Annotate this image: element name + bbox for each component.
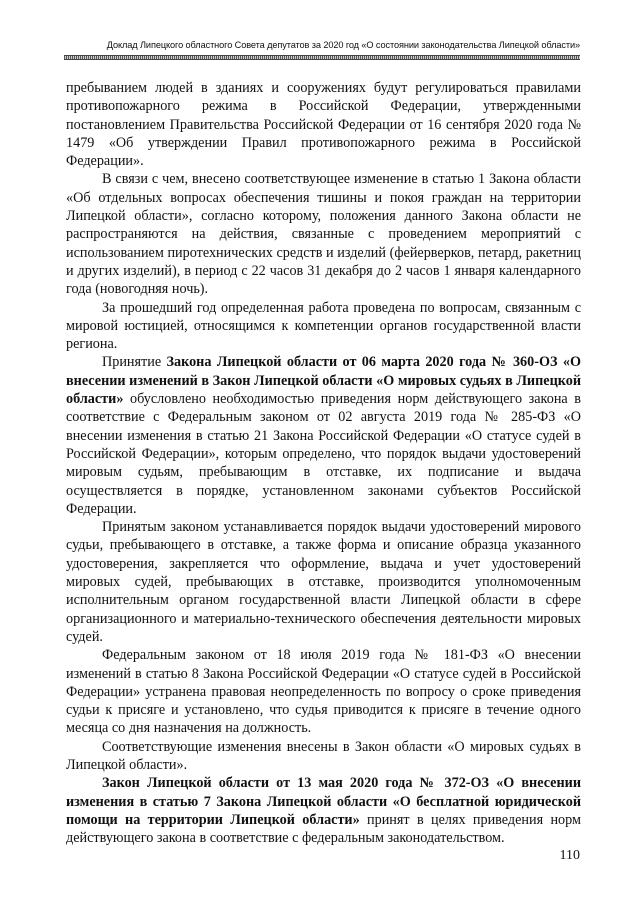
paragraph-text: Принятым законом устанавливается порядок выдачи удостоверений мирового судьи, пребывающего в отставке, а также форма и описание образца указанного удостоверения, закрепляется что оформление, выдача и учет удостоверений мировых судей, пребывающих в отставке, производится уполномоченным исполнительным органом государственной власти Липецкой области в сфере организационного и материально-технического обеспечения деятельности мировых судей. xyxy=(66,519,581,645)
header-rule xyxy=(64,55,580,60)
paragraph-text: В связи с чем, внесено соответствующее изменение в статью 1 Закона области «Об отдельных вопросах обеспечения тишины и покоя граждан на территории Липецкой области», согласно которому, положения данного Закона области не распространяются на действия, связанные с проведением мероприятий с использованием пиротехнических средств и изделий (фейерверков, петард, ракетниц и других изделий), в период с 22 часов 31 декабря до 2 часов 1 января календарного года (новогодняя ночь). xyxy=(66,171,581,298)
paragraph xyxy=(66,353,581,518)
paragraph xyxy=(66,518,581,646)
paragraph-text: Федеральным законом от 18 июля 2019 года № 181-ФЗ «О внесении изменений в статью 8 Закона Российской Федерации «О статусе судей в Российской Федерации» устранена правовая неопределенность по вопросу о сроке приведения судьи к присяге и установлено, что судья приводится к присяге в течение одного месяца со дня назначения на должность. xyxy=(66,647,581,737)
paragraph xyxy=(66,79,581,170)
law-title-bold: Закона Липецкой области от 06 марта 2020 года № 360-ОЗ «О внесении изменений в Закон Липецкой области «О мировых судьях в Липецкой области» xyxy=(66,354,581,408)
paragraph-text: пребыванием людей в зданиях и сооружениях будут регулироваться правилами противопожарного режима в Российской Федерации, утвержденными постановлением Правительства Российской Федерации от 16 сентября 2020 года № 1479 «Об утверждении Правил противопожарного режима в Российской Федерации». xyxy=(66,80,581,170)
paragraph-text: обусловлено необходимостью приведения норм действующего закона в соответствие с Федеральным законом от 02 августа 2019 года № 285-ФЗ «О внесении изменения в статью 21 Закона Российской Федерации «О статусе судей в Российской Федерации», которым определено, что порядок выдачи удостоверений мировым судьям, пребывающим в отставке, их подписание и выдача осуществляется в порядке, установленном законами субъектов Российской Федерации. xyxy=(66,391,581,517)
paragraph-text: принят в целях приведения норм действующего закона в соответствие с федеральным законодательством. xyxy=(66,811,581,847)
paragraph-text: Соответствующие изменения внесены в Закон области «О мировых судьях в Липецкой области». xyxy=(66,738,581,773)
paragraph xyxy=(66,738,581,775)
law-title-bold: Закон Липецкой области от 13 мая 2020 года № 372-ОЗ «О внесении изменения в статью 7 Закона Липецкой области «О бесплатной юридической помощи на территории Липецкой области» xyxy=(66,775,581,828)
document-body xyxy=(66,79,581,847)
paragraph-text: За прошедший год определенная работа проведена по вопросам, связанным с мировой юстицией, относящимся к компетенции органов государственной власти региона. xyxy=(66,299,581,353)
running-header: Доклад Липецкого областного Совета депутатов за 2020 год «О состоянии законодательства Липецкой области» xyxy=(106,40,580,50)
page-number: 110 xyxy=(559,848,580,863)
paragraph xyxy=(66,299,581,354)
paragraph xyxy=(66,646,581,737)
paragraph xyxy=(66,170,581,298)
paragraph xyxy=(66,774,581,847)
paragraph-text: Принятие xyxy=(102,354,167,371)
